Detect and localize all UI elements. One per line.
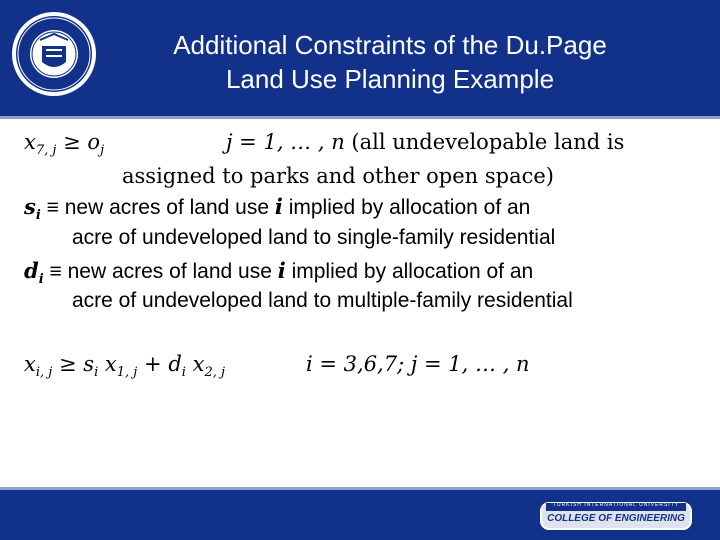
constraint-note-1: (all undevelopable land is [351, 130, 625, 154]
constraint-note-2: assigned to parks and other open space) [122, 164, 554, 188]
constraint-residential-range: i = 3,6,7; j = 1, … , n [306, 352, 530, 376]
definition-d: $d_i$ ≡ new acres of land use i implied by allocation of an [24, 258, 534, 287]
constraint-range: j = 1, … , n (all undevelopable land is [226, 130, 625, 154]
constraint-residential: $x_{i, j} \ge s_i$ $x_{1, j} + d_i$ $x_{2, j}$ [24, 352, 226, 380]
university-seal-icon [10, 10, 98, 98]
definition-s-line-2: acre of undeveloped land to single-family residential [72, 226, 556, 249]
title-line-1: Additional Constraints of the Du.Page [173, 30, 607, 60]
title-divider [0, 116, 720, 119]
badge-main-text: COLLEGE OF ENGINEERING [547, 513, 685, 524]
definition-s: $s_i$ ≡ new acres of land use i implied by allocation of an [24, 194, 531, 223]
constraint-undevelopable: $x_{7, j} \ge o_j$ [24, 130, 105, 158]
page-title [110, 28, 670, 96]
badge-small-text: TURKISH INTERNATIONAL UNIVERSITY [552, 502, 680, 508]
title-line-2: Land Use Planning Example [225, 64, 555, 94]
definition-d-line-2: acre of undeveloped land to multiple-family residential [72, 289, 573, 312]
